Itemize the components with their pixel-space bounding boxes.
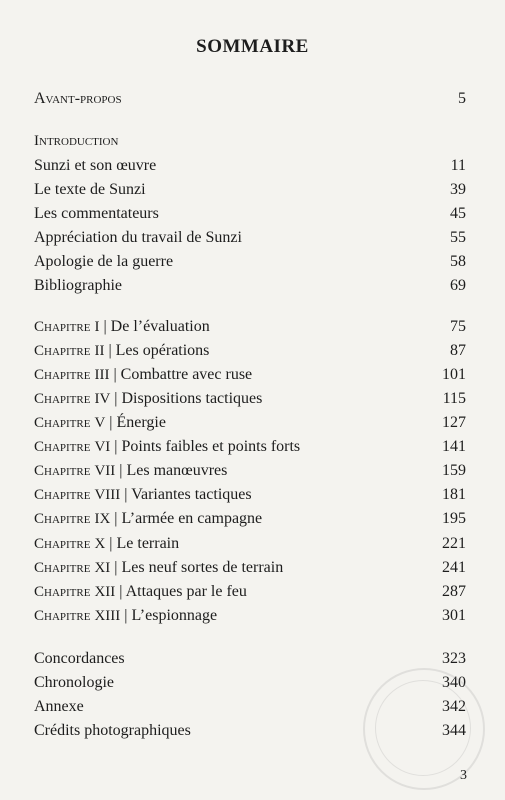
chapter-title: Énergie bbox=[116, 414, 166, 431]
chapter-title: Attaques par le feu bbox=[125, 583, 247, 600]
chapter-title: Combattre avec ruse bbox=[120, 366, 253, 383]
toc-entry-label: Apologie de la guerre bbox=[34, 253, 174, 270]
toc-entry-page: 323 bbox=[442, 650, 466, 667]
toc-entry-page: 45 bbox=[450, 205, 466, 222]
chapter-number: V bbox=[94, 415, 106, 431]
toc-entry-page: 115 bbox=[442, 390, 466, 407]
toc-entry-page: 87 bbox=[450, 342, 466, 359]
chapter-title: Le terrain bbox=[116, 535, 180, 552]
toc-entry-page: 58 bbox=[450, 253, 466, 270]
chapter-word: Chapitre bbox=[34, 319, 91, 335]
toc-chapter-entry: Chapitre III | Combattre avec ruse 101 bbox=[34, 366, 466, 383]
chapter-title: Les neuf sortes de terrain bbox=[121, 559, 284, 576]
chapter-title: De l’évaluation bbox=[110, 318, 210, 335]
toc-entry bbox=[34, 650, 466, 674]
chapter-number: II bbox=[94, 343, 105, 359]
chapter-word: Chapitre bbox=[34, 415, 91, 431]
chapter-word: Chapitre bbox=[34, 391, 91, 407]
chapter-title: Les opérations bbox=[115, 342, 210, 359]
toc-chapter-entry: Chapitre XI | Les neuf sortes de terrain 241 bbox=[34, 559, 466, 576]
toc-entry-label: Bibliographie bbox=[34, 277, 122, 294]
chapter-title: Variantes tactiques bbox=[131, 486, 252, 503]
toc-entry-page: 301 bbox=[442, 607, 466, 624]
toc-entry bbox=[34, 205, 466, 229]
toc-entry bbox=[34, 157, 466, 181]
page-title: SOMMAIRE bbox=[196, 36, 309, 57]
chapter-number: IX bbox=[94, 511, 111, 527]
chapter-word: Chapitre bbox=[34, 343, 91, 359]
toc-entry-label: Chronologie bbox=[34, 674, 114, 691]
toc-chapter-entry: Chapitre X | Le terrain 221 bbox=[34, 535, 466, 552]
toc-chapter-entry: Chapitre II | Les opérations 87 bbox=[34, 342, 466, 359]
toc-chapter-entry: Chapitre IX | L’armée en campagne 195 bbox=[34, 510, 466, 527]
toc-entry-avant-propos bbox=[34, 90, 466, 114]
chapter-word: Chapitre bbox=[34, 487, 91, 503]
toc-entry bbox=[34, 277, 466, 301]
toc-entry bbox=[34, 181, 466, 205]
toc-entry-page: 159 bbox=[442, 462, 466, 479]
chapter-title: Les manœuvres bbox=[126, 462, 228, 479]
chapter-number: I bbox=[94, 319, 100, 335]
chapter-word: Chapitre bbox=[34, 367, 91, 383]
toc-chapter-entry: Chapitre XII | Attaques par le feu 287 bbox=[34, 583, 466, 600]
toc-chapter-entry: Chapitre IV | Dispositions tactiques 115 bbox=[34, 390, 466, 407]
chapter-number: VII bbox=[94, 463, 116, 479]
chapter-number: IV bbox=[94, 391, 111, 407]
watermark-seal-inner-ring bbox=[375, 680, 471, 776]
chapter-word: Chapitre bbox=[34, 439, 91, 455]
toc-chapter-entry: Chapitre VI | Points faibles et points forts 141 bbox=[34, 438, 466, 455]
chapter-number: VI bbox=[94, 439, 111, 455]
toc-entry-page: 141 bbox=[442, 438, 466, 455]
toc-chapter-entry: Chapitre XIII | L’espionnage 301 bbox=[34, 607, 466, 624]
chapter-word: Chapitre bbox=[34, 463, 91, 479]
toc-chapter-entry: Chapitre I | De l’évaluation 75 bbox=[34, 318, 466, 335]
chapter-word: Chapitre bbox=[34, 511, 91, 527]
toc-entry-label: Avant-propos bbox=[34, 90, 122, 107]
chapter-word: Chapitre bbox=[34, 608, 91, 624]
chapter-number: XI bbox=[94, 560, 111, 576]
toc-entry-page: 69 bbox=[450, 277, 466, 294]
toc-chapter-entry: Chapitre VII | Les manœuvres 159 bbox=[34, 462, 466, 479]
toc-entry-page: 287 bbox=[442, 583, 466, 600]
chapter-word: Chapitre bbox=[34, 560, 91, 576]
toc-entry-label: Les commentateurs bbox=[34, 205, 159, 222]
chapter-word: Chapitre bbox=[34, 584, 91, 600]
chapter-number: X bbox=[94, 536, 106, 552]
toc-entry-label: Annexe bbox=[34, 698, 84, 715]
chapter-number: VIII bbox=[94, 487, 121, 503]
toc-entry-page: 195 bbox=[442, 510, 466, 527]
toc-entry-page: 55 bbox=[450, 229, 466, 246]
toc-entry-page: 344 bbox=[442, 722, 466, 739]
toc-entry-label: Crédits photographiques bbox=[34, 722, 191, 739]
toc-section-heading-introduction bbox=[34, 133, 466, 157]
chapter-title: Dispositions tactiques bbox=[121, 390, 263, 407]
toc-entry-page: 127 bbox=[442, 414, 466, 431]
toc-entry-page: 342 bbox=[442, 698, 466, 715]
chapter-number: III bbox=[94, 367, 110, 383]
toc-entry-page: 340 bbox=[442, 674, 466, 691]
chapter-word: Chapitre bbox=[34, 536, 91, 552]
toc-entry-label: Appréciation du travail de Sunzi bbox=[34, 229, 242, 246]
toc-entry-label: Sunzi et son œuvre bbox=[34, 157, 157, 174]
chapter-title: L’espionnage bbox=[131, 607, 218, 624]
toc-chapter-entry: Chapitre V | Énergie 127 bbox=[34, 414, 466, 431]
toc-entry bbox=[34, 229, 466, 253]
chapter-title: L’armée en campagne bbox=[121, 510, 263, 527]
toc-entry-label: Le texte de Sunzi bbox=[34, 181, 146, 198]
chapter-number: XIII bbox=[94, 608, 121, 624]
toc-entry bbox=[34, 253, 466, 277]
chapter-title: Points faibles et points forts bbox=[121, 438, 301, 455]
toc-entry-page: 101 bbox=[442, 366, 466, 383]
section-heading: Introduction bbox=[34, 133, 119, 149]
toc-entry-page: 181 bbox=[442, 486, 466, 503]
toc-entry-page: 75 bbox=[450, 318, 466, 335]
toc-entry-page: 5 bbox=[458, 90, 466, 107]
toc-entry-page: 241 bbox=[442, 559, 466, 576]
toc-entry-page: 11 bbox=[450, 157, 466, 174]
toc-chapter-entry: Chapitre VIII | Variantes tactiques 181 bbox=[34, 486, 466, 503]
toc-entry-label: Concordances bbox=[34, 650, 125, 667]
page-number: 3 bbox=[460, 768, 467, 783]
toc-entry-page: 39 bbox=[450, 181, 466, 198]
toc-entry-page: 221 bbox=[442, 535, 466, 552]
chapter-number: XII bbox=[94, 584, 116, 600]
